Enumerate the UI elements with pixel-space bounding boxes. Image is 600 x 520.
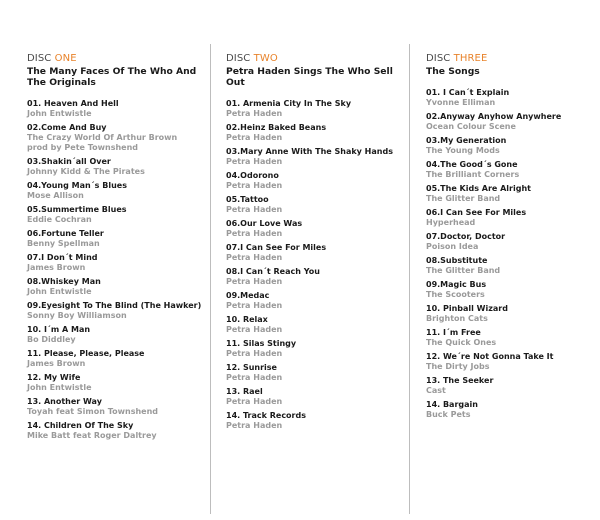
disc-label <box>226 53 402 65</box>
track-artist: Petra Haden <box>226 109 283 118</box>
track-artist: Petra Haden <box>226 373 283 382</box>
track-item <box>226 267 402 287</box>
track-title: 13. The Seeker <box>426 376 494 385</box>
track-item <box>426 208 600 228</box>
track-item <box>226 243 402 263</box>
track-title: 06.Fortune Teller <box>27 229 104 238</box>
track-item <box>27 373 203 393</box>
track-title: 01. I Can´t Explain <box>426 88 510 97</box>
track-item <box>426 352 600 372</box>
album-title: Petra Haden Sings The Who Sell Out <box>226 66 393 88</box>
track-item <box>426 328 600 348</box>
track-artist: Benny Spellman <box>27 239 100 248</box>
track-title: 01. Heaven And Hell <box>27 99 119 108</box>
track-item <box>226 123 402 143</box>
track-item <box>426 160 600 180</box>
track-item <box>426 136 600 156</box>
column-divider <box>210 44 211 514</box>
track-artist: John Entwistle <box>27 287 92 296</box>
track-artist: The Brilliant Corners <box>426 170 520 179</box>
track-item <box>226 387 402 407</box>
track-title: 10. Pinball Wizard <box>426 304 508 313</box>
track-artist: Poison Idea <box>426 242 479 251</box>
track-item <box>27 181 203 201</box>
track-title: 03.My Generation <box>426 136 507 145</box>
track-title: 13. Another Way <box>27 397 102 406</box>
track-artist: Petra Haden <box>226 157 283 166</box>
track-title: 02.Come And Buy <box>27 123 107 132</box>
disc-label-number: ONE <box>54 53 77 64</box>
track-title: 03.Mary Anne With The Shaky Hands <box>226 147 393 156</box>
track-item <box>27 205 203 225</box>
track-title: 06.Our Love Was <box>226 219 303 228</box>
track-list <box>226 99 402 431</box>
track-item <box>27 325 203 345</box>
track-title: 05.Tattoo <box>226 195 269 204</box>
track-title: 01. Armenia City In The Sky <box>226 99 352 108</box>
track-artist: Eddie Cochran <box>27 215 92 224</box>
track-artist: The Crazy World Of Arthur Brown <box>27 133 178 142</box>
track-title: 09.Magic Bus <box>426 280 487 289</box>
track-credit: prod by Pete Townshend <box>27 143 139 152</box>
track-artist: Petra Haden <box>226 325 283 334</box>
track-item <box>426 88 600 108</box>
track-title: 11. I´m Free <box>426 328 481 337</box>
track-title: 04.Young Man´s Blues <box>27 181 127 190</box>
track-title: 05.The Kids Are Alright <box>426 184 531 193</box>
track-artist: John Entwistle <box>27 383 92 392</box>
disc-label <box>426 53 600 65</box>
track-item <box>27 421 203 441</box>
album-title: The Songs <box>426 66 480 77</box>
track-artist: Ocean Colour Scene <box>426 122 516 131</box>
track-title: 05.Summertime Blues <box>27 205 127 214</box>
track-title: 02.Anyway Anyhow Anywhere <box>426 112 562 121</box>
track-artist: Petra Haden <box>226 229 283 238</box>
disc-label-prefix: DISC <box>226 53 251 64</box>
track-artist: The Young Mods <box>426 146 500 155</box>
track-item <box>426 280 600 300</box>
track-title: 09.Eyesight To The Blind (The Hawker) <box>27 301 202 310</box>
disc-column-three <box>426 53 600 424</box>
track-item <box>226 363 402 383</box>
track-artist: The Scooters <box>426 290 485 299</box>
track-item <box>226 219 402 239</box>
track-item <box>226 99 402 119</box>
track-title: 08.Whiskey Man <box>27 277 101 286</box>
track-artist: Brighton Cats <box>426 314 488 323</box>
track-artist: Johnny Kidd & The Pirates <box>27 167 145 176</box>
track-title: 14. Track Records <box>226 411 306 420</box>
track-title: 08.I Can´t Reach You <box>226 267 320 276</box>
track-item <box>27 99 203 119</box>
track-item <box>27 157 203 177</box>
track-title: 03.Shakin´all Over <box>27 157 111 166</box>
track-artist: Sonny Boy Williamson <box>27 311 127 320</box>
track-item <box>27 301 203 321</box>
track-artist: Petra Haden <box>226 397 283 406</box>
track-artist: The Glitter Band <box>426 194 501 203</box>
track-title: 04.The Good´s Gone <box>426 160 518 169</box>
track-artist: Petra Haden <box>226 181 283 190</box>
track-artist: Petra Haden <box>226 205 283 214</box>
track-artist: Bo Diddley <box>27 335 76 344</box>
track-item <box>426 400 600 420</box>
track-title: 14. Bargain <box>426 400 478 409</box>
track-item <box>226 411 402 431</box>
track-title: 02.Heinz Baked Beans <box>226 123 327 132</box>
track-artist: Petra Haden <box>226 253 283 262</box>
track-artist: Petra Haden <box>226 133 283 142</box>
disc-label-prefix: DISC <box>426 53 451 64</box>
track-title: 11. Please, Please, Please <box>27 349 145 358</box>
track-artist: James Brown <box>27 359 86 368</box>
column-divider <box>409 44 410 514</box>
track-artist: Yvonne Elliman <box>426 98 496 107</box>
track-artist: Petra Haden <box>226 277 283 286</box>
track-item <box>226 195 402 215</box>
track-item <box>27 349 203 369</box>
track-item <box>426 304 600 324</box>
track-artist: The Dirty Jobs <box>426 362 490 371</box>
track-title: 04.Odorono <box>226 171 279 180</box>
track-title: 08.Substitute <box>426 256 488 265</box>
track-item <box>426 184 600 204</box>
track-artist: The Glitter Band <box>426 266 501 275</box>
disc-label <box>27 53 203 65</box>
disc-label-number: THREE <box>453 53 488 64</box>
track-title: 12. We´re Not Gonna Take It <box>426 352 554 361</box>
track-title: 14. Children Of The Sky <box>27 421 134 430</box>
track-artist: Buck Pets <box>426 410 471 419</box>
disc-label-prefix: DISC <box>27 53 52 64</box>
track-item <box>426 232 600 252</box>
track-artist: Petra Haden <box>226 301 283 310</box>
album-title: The Many Faces Of The Who And The Originals <box>27 66 197 88</box>
track-title: 07.Doctor, Doctor <box>426 232 506 241</box>
track-artist: Petra Haden <box>226 421 283 430</box>
track-item <box>226 171 402 191</box>
track-list <box>426 88 600 420</box>
track-title: 13. Rael <box>226 387 263 396</box>
track-artist: The Quick Ones <box>426 338 497 347</box>
track-item <box>27 229 203 249</box>
track-item <box>27 253 203 273</box>
track-title: 12. Sunrise <box>226 363 277 372</box>
track-title: 07.I Don´t Mind <box>27 253 98 262</box>
track-title: 10. Relax <box>226 315 268 324</box>
track-artist: John Entwistle <box>27 109 92 118</box>
disc-column-one <box>27 53 203 445</box>
track-title: 06.I Can See For Miles <box>426 208 527 217</box>
track-title: 07.I Can See For Miles <box>226 243 327 252</box>
track-artist: Hyperhead <box>426 218 476 227</box>
track-item <box>27 397 203 417</box>
track-item <box>426 256 600 276</box>
track-artist: Cast <box>426 386 446 395</box>
disc-label-number: TWO <box>253 53 278 64</box>
track-item <box>27 123 203 153</box>
track-item <box>426 112 600 132</box>
track-artist: Mike Batt feat Roger Daltrey <box>27 431 157 440</box>
disc-column-two <box>226 53 402 435</box>
track-artist: Toyah feat Simon Townshend <box>27 407 158 416</box>
track-list <box>27 99 203 441</box>
track-artist: James Brown <box>27 263 86 272</box>
track-item <box>27 277 203 297</box>
track-item <box>226 291 402 311</box>
track-artist: Petra Haden <box>226 349 283 358</box>
track-artist: Mose Allison <box>27 191 84 200</box>
track-item <box>226 315 402 335</box>
track-title: 09.Medac <box>226 291 270 300</box>
track-item <box>426 376 600 396</box>
track-item <box>226 147 402 167</box>
track-title: 11. Silas Stingy <box>226 339 297 348</box>
track-title: 12. My Wife <box>27 373 81 382</box>
track-item <box>226 339 402 359</box>
track-title: 10. I´m A Man <box>27 325 91 334</box>
